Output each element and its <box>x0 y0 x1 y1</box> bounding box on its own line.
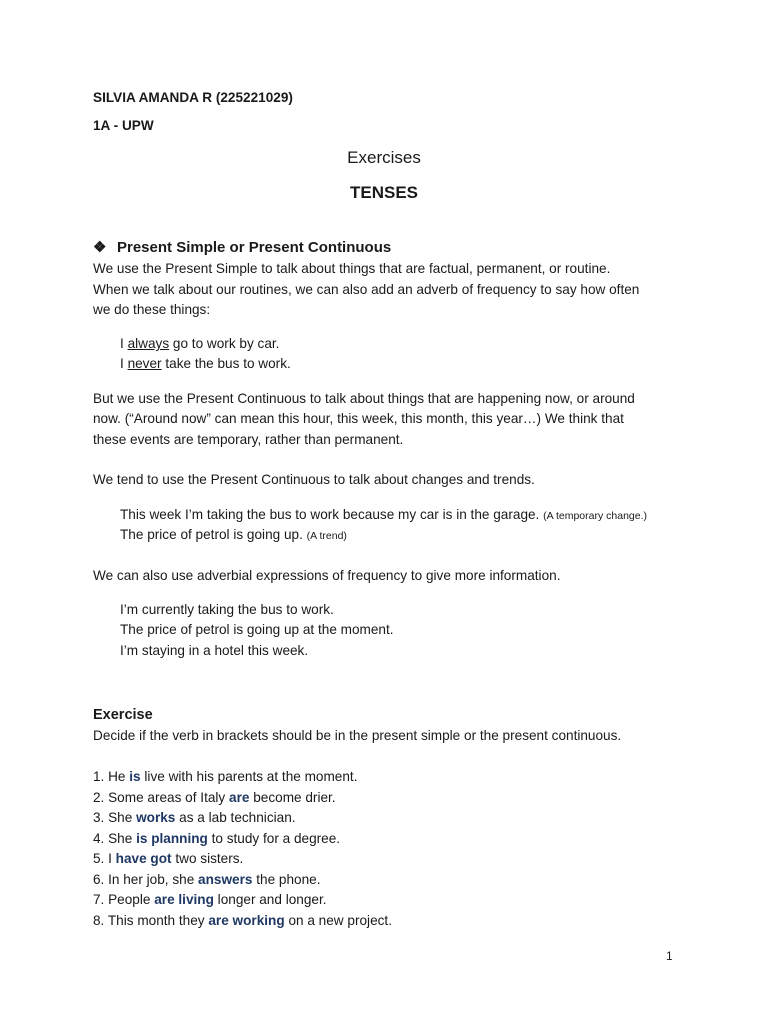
example-temporary <box>120 505 647 526</box>
answer: are <box>229 790 250 805</box>
para4: We can also use adverbial expressions of frequency to give more information. <box>93 568 561 583</box>
example-week: I’m staying in a hotel this week. <box>120 643 309 658</box>
exercise-item <box>93 767 357 787</box>
item-text: live with his parents at the moment. <box>140 769 358 784</box>
exercise-item <box>93 788 336 808</box>
exercise-heading: Exercise <box>93 707 153 723</box>
exercise-item <box>93 870 321 890</box>
page-title: Exercises <box>347 148 421 167</box>
answer: have got <box>115 851 172 866</box>
item-text: 1. He <box>93 769 130 784</box>
item-text: longer and longer. <box>213 892 327 907</box>
answer: is planning <box>136 831 208 846</box>
example-never <box>120 354 291 374</box>
example-note: (A temporary change.) <box>543 510 648 522</box>
item-text: 4. She <box>93 831 137 846</box>
example-trend <box>120 525 347 546</box>
intro-line-3: we do these things: <box>93 302 211 317</box>
example-text: go to work by car. <box>169 336 280 351</box>
example-moment: The price of petrol is going up at the moment. <box>120 622 394 637</box>
item-text: on a new project. <box>284 913 392 928</box>
para2-line-1: But we use the Present Continuous to talk about things that are happening now, or around <box>93 391 635 406</box>
exercise-item <box>93 829 340 849</box>
item-text: 6. In her job, she <box>93 872 199 887</box>
example-text: I <box>120 336 128 351</box>
example-text: I <box>120 356 128 371</box>
item-text: two sisters. <box>171 851 244 866</box>
adverb-always: always <box>127 336 170 351</box>
exercise-item <box>93 890 327 910</box>
answer: are living <box>154 892 214 907</box>
student-name: SILVIA AMANDA R (225221029) <box>93 90 293 105</box>
example-currently: I’m currently taking the bus to work. <box>120 602 334 617</box>
answer: answers <box>198 872 253 887</box>
exercise-item <box>93 849 243 869</box>
example-text: take the bus to work. <box>161 356 291 371</box>
example-text: This week I’m taking the bus to work because my car is in the garage. <box>120 507 544 522</box>
diamond-bullet-icon: ❖ <box>93 239 107 256</box>
intro-line-2: When we talk about our routines, we can also add an adverb of frequency to say how often <box>93 282 640 297</box>
exercise-instruction: Decide if the verb in brackets should be in the present simple or the present continuous. <box>93 728 622 743</box>
class-label: 1A - UPW <box>93 118 154 133</box>
page-subtitle: TENSES <box>349 183 419 202</box>
answer: is <box>129 769 141 784</box>
exercise-item <box>93 911 392 931</box>
para2-line-3: these events are temporary, rather than permanent. <box>93 432 404 447</box>
item-text: become drier. <box>249 790 336 805</box>
item-text: the phone. <box>252 872 321 887</box>
section-heading-text: Present Simple or Present Continuous <box>117 239 392 256</box>
item-text: 3. She <box>93 810 137 825</box>
item-text: 2. Some areas of Italy <box>93 790 230 805</box>
answer: are working <box>208 913 285 928</box>
para2-line-2: now. (“Around now” can mean this hour, this week, this month, this year…) We think that <box>93 411 624 426</box>
example-note: (A trend) <box>306 530 347 542</box>
item-text: as a lab technician. <box>175 810 296 825</box>
section-heading <box>93 237 391 259</box>
answer: works <box>136 810 176 825</box>
exercise-item <box>93 808 296 828</box>
item-text: 5. I <box>93 851 116 866</box>
item-text: 8. This month they <box>93 913 209 928</box>
para3: We tend to use the Present Continuous to talk about changes and trends. <box>93 472 535 487</box>
adverb-never: never <box>127 356 162 371</box>
intro-line-1: We use the Present Simple to talk about things that are factual, permanent, or routine. <box>93 261 611 276</box>
example-always <box>120 334 279 354</box>
example-text: The price of petrol is going up. <box>120 527 307 542</box>
item-text: 7. People <box>93 892 155 907</box>
page-number: 1 <box>666 949 673 963</box>
item-text: to study for a degree. <box>207 831 341 846</box>
